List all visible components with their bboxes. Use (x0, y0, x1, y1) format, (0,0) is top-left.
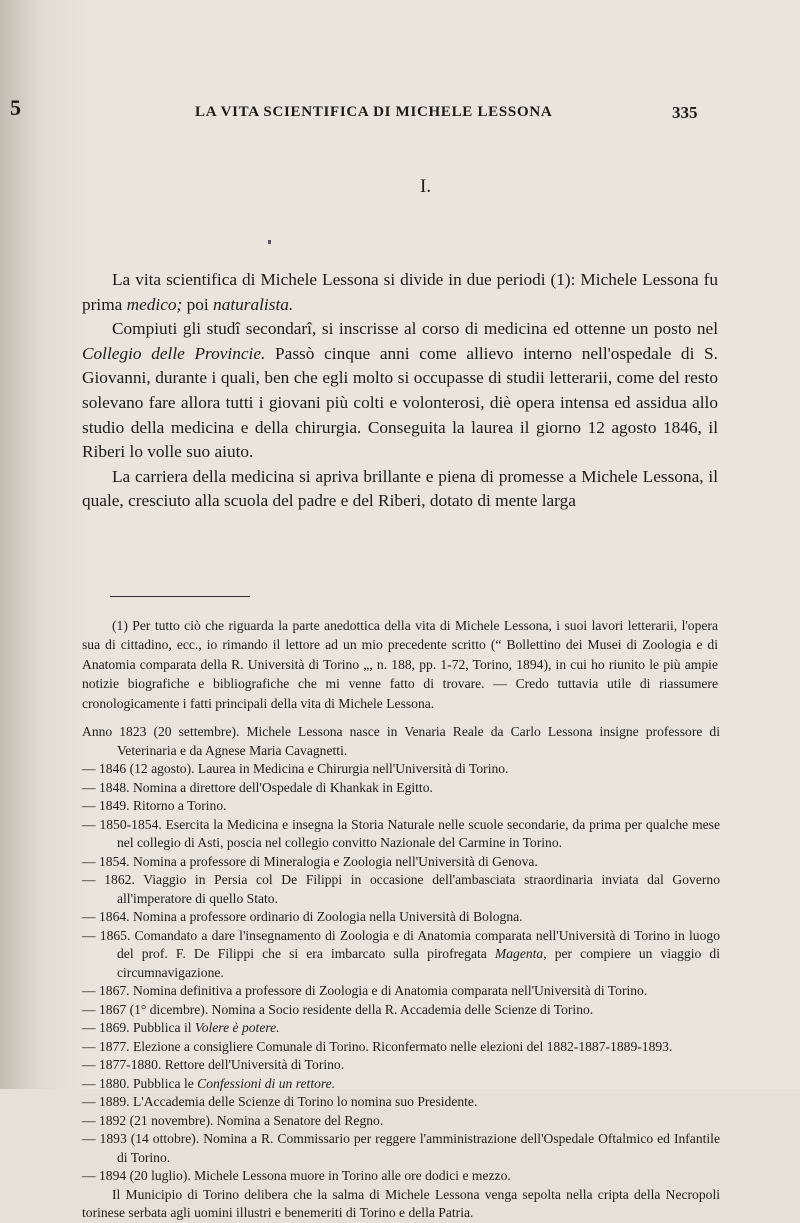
main-text (82, 268, 718, 514)
paragraph-2-text: Compiuti gli studî secondarî, si inscrisse al corso di medicina ed ottenne un posto nel (112, 319, 718, 339)
chronology-entry (82, 779, 720, 798)
emphasis-collegio: Collegio delle Provincie. (82, 343, 266, 363)
footnote-rule (110, 596, 250, 597)
paragraph-3: La carriera della medicina si apriva brillante e piena di promesse a Michele Lessona, il quale, cresciuto alla scuola del padre e del Riberi, dotato di mente larga (82, 466, 718, 511)
chronology-entry-text: — 1877. Elezione a consigliere Comunale di Torino. Riconfermato nelle elezioni del 1882-1887-1889-1893. (82, 1038, 673, 1054)
chronology-entry (82, 927, 720, 983)
chronology-entry-text: — 1867 (1° dicembre). Nomina a Socio residente della R. Accademia delle Scienze di Torino. (82, 1001, 594, 1017)
chronology-entry (82, 1075, 720, 1094)
chronology-entry-text: — 1880. Pubblica le (82, 1075, 198, 1091)
chronology-entry-text: — 1865. Comandato a dare l'insegnamento di Zoologia e di Anatomia comparata nell'Università di Torino in luogo del prof. F. De Filippi che si era imbarcato sulla pirofregata (82, 927, 720, 961)
chronology-entry-title: Magenta (494, 946, 544, 961)
chronology-entries (82, 723, 720, 1186)
emphasis-naturalista: naturalista. (213, 294, 294, 314)
footnote-text: (1) Per tutto ciò che riguarda la parte anedottica della vita di Michele Lessona, i suoi lavori letterarii, l'opera sua di cittadino, ecc., io rimando il lettore ad un mio precedente scritto (“ Bollettino dei Musei di Zoologia e di Anatomia comparata della R. Università di Torino „, n. 188, pp. 1-72, Torino, 1894), in cui ho riunito le più ampie notizie biografiche e bibliografiche che mi venne fatto di trovare. — Credo tuttavia utile di riassumere cronologicamente i fatti principali della vita di Michele Lessona. (82, 618, 718, 711)
chronology-entry-text: — 1877-1880. Rettore dell'Università di Torino. (82, 1057, 345, 1072)
ink-speck (268, 240, 271, 244)
chronology-entry-title: Volere è potere. (194, 1020, 280, 1035)
chronology-entry (82, 1019, 720, 1038)
chronology-entry-text: — 1889. L'Accademia delle Scienze di Torino lo nomina suo Presidente. (82, 1094, 478, 1109)
chronology-entry (82, 1001, 720, 1020)
footnote (82, 616, 718, 713)
chronology-list (82, 723, 720, 1223)
chronology-entry (82, 1112, 720, 1131)
paragraph-1-joint: poi (182, 294, 214, 314)
chronology-entry (82, 1093, 720, 1112)
chronology-entry-text: — 1848. Nomina a direttore dell'Ospedale di Khankak in Egitto. (82, 779, 433, 795)
chronology-entry (82, 1167, 720, 1186)
signature-number: 5 (10, 95, 21, 120)
paragraph-1-text: La vita scientifica di Michele Lessona si divide in due periodi (1): Michele Lessona fu prima (82, 270, 718, 314)
chronology-entry (82, 797, 720, 816)
chronology-entry-text: — 1867. Nomina definitiva a professore di Zoologia e di Anatomia comparata nell'Università di Torino. (82, 983, 648, 998)
chronology-entry (82, 1056, 720, 1075)
chronology-entry-text: — 1894 (20 luglio). Michele Lessona muore in Torino alle ore dodici e mezzo. (82, 1168, 511, 1183)
chronology-entry (82, 816, 720, 853)
chronology-entry-tail: , per compiere un viaggio di circumnavigazione. (117, 946, 720, 980)
chronology-entry-text: — 1850-1854. Esercita la Medicina e insegna la Storia Naturale nelle scuole secondarie, da prima per qualche mese nel collegio di Asti, poscia nel collegio convitto Nazionale del Carmine in Torino. (82, 816, 720, 850)
chronology-entry-title: Confessioni di un rettore. (197, 1075, 336, 1091)
chronology-entry (82, 853, 720, 872)
chronology-entry (82, 871, 720, 908)
chronology-entry-text: — 1846 (12 agosto). Laurea in Medicina e Chirurgia nell'Università di Torino. (82, 761, 509, 776)
chronology-entry-text: — 1862. Viaggio in Persia col De Filippi in occasione dell'ambasciata straordinaria inviata dal Governo all'imperatore di quello Stato. (82, 872, 720, 906)
running-head: LA VITA SCIENTIFICA DI MICHELE LESSONA (195, 104, 553, 120)
paragraph-2-rest: Passò cinque anni come allievo interno nell'ospedale di S. Giovanni, durante i quali, ben che egli molto si occupasse di studii letterarii, come del resto solevano fare allora tutti i giovani più colti e volonterosi, diè opera intensa ed assidua allo studio della medicina e della chirurgia. Conseguita la laurea il giorno 12 agosto 1846, il Riberi lo volle suo aiuto. (82, 343, 718, 462)
chronology-entry-text: Anno 1823 (20 settembre). Michele Lessona nasce in Venaria Reale da Carlo Lessona insigne professore di Veterinaria e da Agnese Maria Cavagnetti. (82, 724, 720, 758)
chronology-entry (82, 760, 720, 779)
section-heading: I. (420, 176, 432, 197)
chronology-entry-text: — 1864. Nomina a professore ordinario di Zoologia nella Università di Bologna. (82, 909, 523, 924)
page-number: 335 (672, 103, 698, 122)
chronology-entry (82, 723, 720, 760)
emphasis-medico: medico; (126, 294, 183, 314)
closing-paragraph: Il Municipio di Torino delibera che la salma di Michele Lessona venga sepolta nella cripta della Necropoli torinese serbata agli uomini illustri e benemeriti di Torino e della Patria. (82, 1186, 720, 1220)
chronology-entry-text: — 1849. Ritorno a Torino. (82, 798, 227, 813)
chronology-entry (82, 982, 720, 1001)
chronology-entry-text: — 1854. Nomina a professore di Mineralogia e Zoologia nell'Università di Genova. (82, 853, 538, 869)
chronology-entry (82, 908, 720, 927)
chronology-entry-text: — 1893 (14 ottobre). Nomina a R. Commissario per reggere l'amministrazione dell'Ospedale Oftalmico ed Infantile di Torino. (82, 1131, 720, 1165)
paragraph-2 (82, 317, 718, 465)
chronology-entry-text: — 1869. Pubblica il (82, 1020, 195, 1035)
paragraph-1 (82, 268, 718, 317)
chronology-entry (82, 1038, 720, 1057)
chronology-entry-text: — 1892 (21 novembre). Nomina a Senatore del Regno. (82, 1112, 384, 1128)
chronology-entry (82, 1130, 720, 1167)
